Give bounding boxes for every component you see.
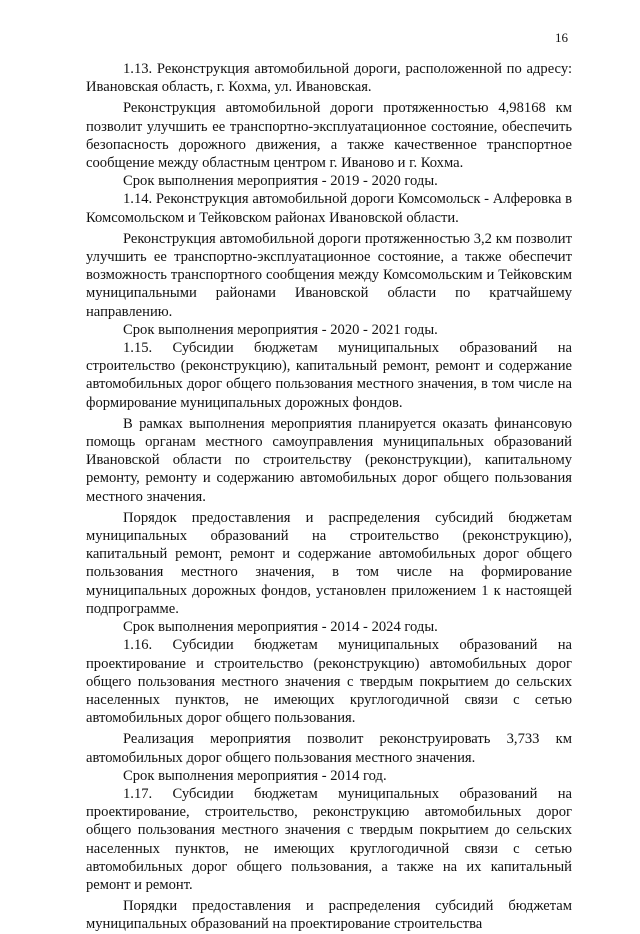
paragraph-1-13-deadline: Срок выполнения мероприятия - 2019 - 2020 годы.: [123, 173, 438, 190]
paragraph-1-15-description: В рамках выполнения мероприятия планируется оказать финансовую помощь органам местного самоуправления муниципальных образований Ивановской области по строительству (реконструкции), капитальному ремонту, ремонту и содержанию автомобильных дорог общего пользования местного значения.: [86, 415, 572, 505]
paragraph-1-13-description: Реконструкция автомобильной дороги протяженностью 4,98168 км позволит улучшить ее транспортно-эксплуатационное состояние, обеспечить безопасность дорожного движения, а также качественное транспортное сообщение между областным центром г. Иваново и г. Кохма.: [86, 100, 572, 172]
paragraph-1-17-procedure: Порядки предоставления и распределения субсидий бюджетам муниципальных образований на проектирование строительства: [86, 898, 572, 933]
paragraph-1-13-heading: 1.13. Реконструкция автомобильной дороги, расположенной по адресу: Ивановская область, г. Кохма, ул. Ивановская.: [86, 61, 572, 96]
document-body: [86, 60, 572, 934]
paragraph-1-15-heading: 1.15. Субсидии бюджетам муниципальных образований на строительство (реконструкцию), капитальный ремонт, ремонт и содержание автомобильных дорог общего пользования местного значения, в том числе на формирование муниципальных дорожных фондов.: [86, 340, 572, 411]
paragraph-1-14-description: Реконструкция автомобильной дороги протяженностью 3,2 км позволит улучшить ее транспортно-эксплуатационное состояние, а также обеспечит возможность транспортного сообщения между Комсомольским и Тейковским муниципальными районами Ивановской области по кратчайшему направлению.: [86, 230, 572, 320]
paragraph-1-14-heading: 1.14. Реконструкция автомобильной дороги Комсомольск - Алферовка в Комсомольском и Тейковском районах Ивановской области.: [86, 191, 572, 226]
paragraph-1-17-heading: 1.17. Субсидии бюджетам муниципальных образований на проектирование, строительство, реконструкцию автомобильных дорог общего пользования местного значения с твердым покрытием до сельских населенных пунктов, не имеющих круглогодичной связи с сетью автомобильных дорог общего пользования, а также на их капитальный ремонт и ремонт.: [86, 785, 572, 893]
paragraph-1-16-description: Реализация мероприятия позволит реконструировать 3,733 км автомобильных дорог общего пользования местного значения.: [86, 731, 572, 766]
paragraph-1-16-deadline: Срок выполнения мероприятия - 2014 год.: [123, 767, 387, 784]
paragraph-1-14-deadline: Срок выполнения мероприятия - 2020 - 2021 годы.: [123, 321, 438, 338]
page-number: 16: [555, 30, 568, 45]
paragraph-1-16-heading: 1.16. Субсидии бюджетам муниципальных образований на проектирование и строительство (реконструкцию) автомобильных дорог общего пользования местного значения с твердым покрытием до сельских населенных пунктов, не имеющих круглогодичной связи с сетью автомобильных дорог общего пользования.: [86, 637, 572, 727]
paragraph-1-15-deadline: Срок выполнения мероприятия - 2014 - 2024 годы.: [123, 619, 438, 636]
paragraph-1-15-procedure: Порядок предоставления и распределения субсидий бюджетам муниципальных образований на строительство (реконструкцию), капитальный ремонт, ремонт и содержание автомобильных дорог общего пользования местного значения, в том числе на формирование муниципальных дорожных фондов, установлен приложением 1 к настоящей подпрограмме.: [86, 509, 572, 617]
